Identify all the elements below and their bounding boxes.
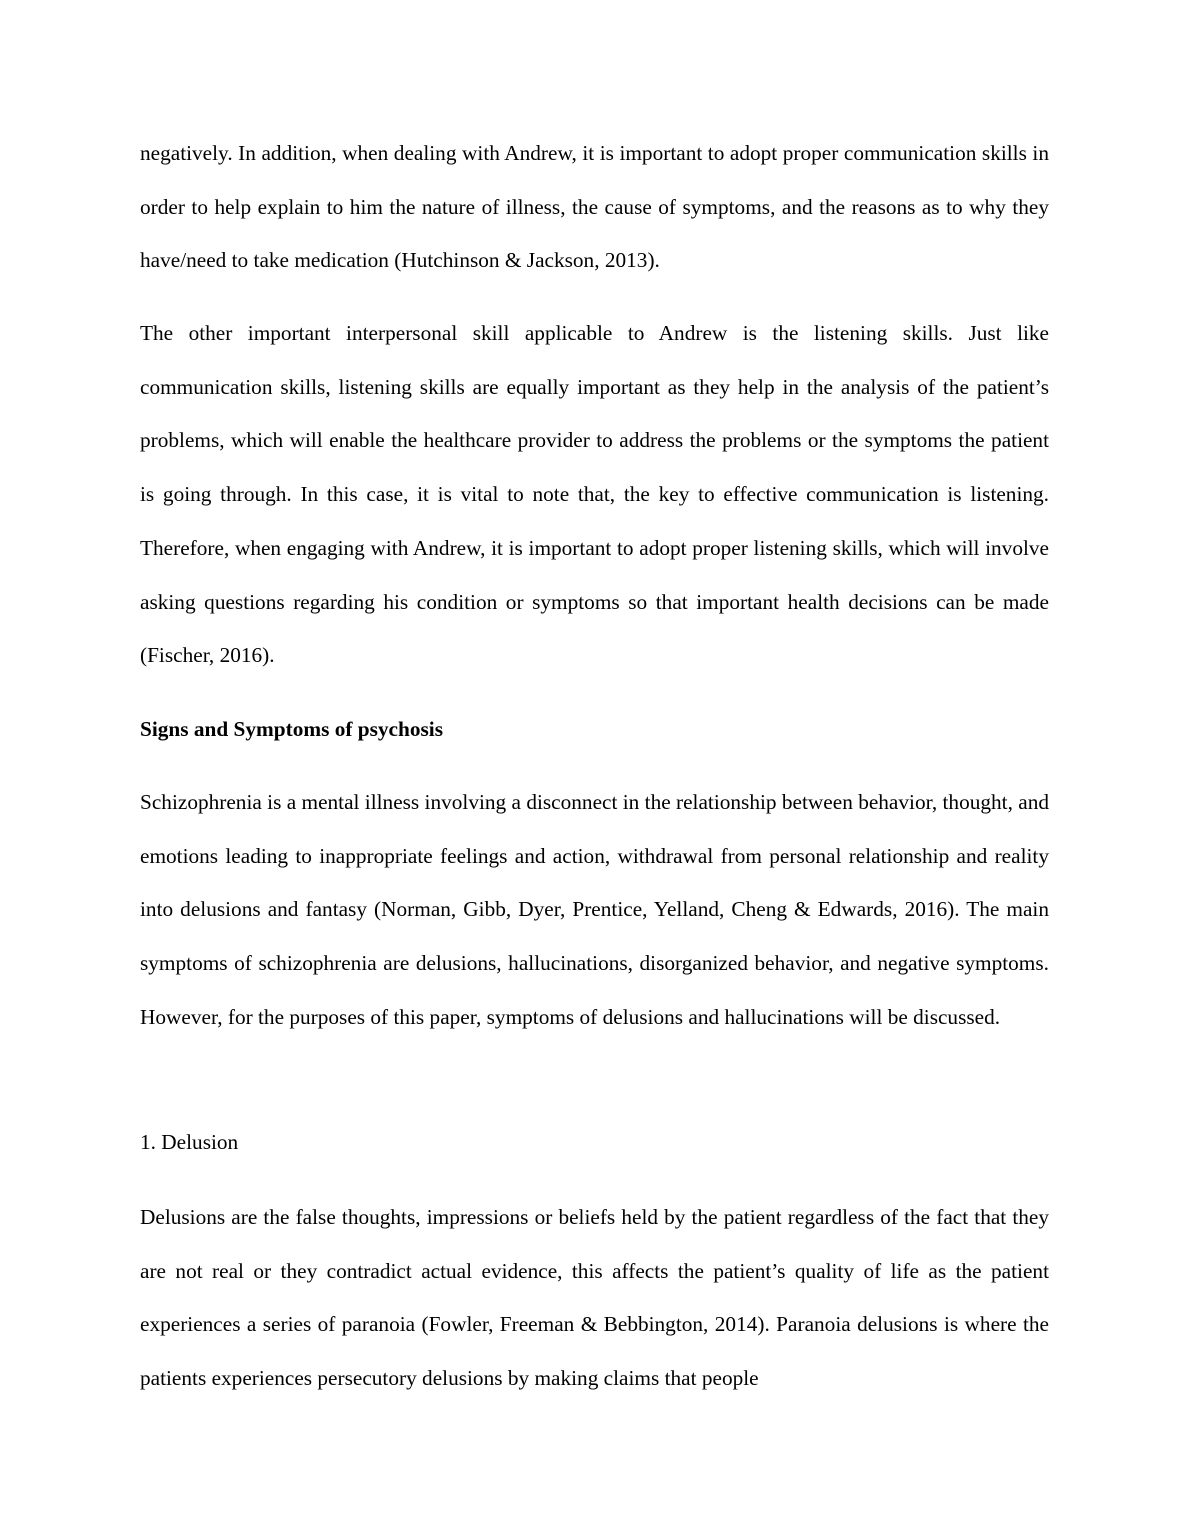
- paragraph-delusions: Delusions are the false thoughts, impressions or beliefs held by the patient regardless of the fact that they are not real or they contradict actual evidence, this affects the patient’s quality of life as the patient experiences a series of paranoia (Fowler, Freeman & Bebbington, 2014). Paranoia delusions is where the patients experiences persecutory delusions by making claims that people: [140, 1205, 1049, 1391]
- section-heading: Signs and Symptoms of psychosis: [140, 717, 443, 741]
- subsection-heading: 1. Delusion: [140, 1130, 239, 1154]
- paragraph-listening-skills: The other important interpersonal skill applicable to Andrew is the listening skills. Just like communication skills, listening skills are equally important as they help in the analysis of the patient’s problems, which will enable the healthcare provider to address the problems or the symptoms the patient is going through. In this case, it is vital to note that, the key to effective communication is listening. Therefore, when engaging with Andrew, it is important to adopt proper listening skills, which will involve asking questions regarding his condition or symptoms so that important health decisions can be made (Fischer, 2016).: [140, 321, 1049, 668]
- paragraph-communication-skills: negatively. In addition, when dealing with Andrew, it is important to adopt proper communication skills in order to help explain to him the nature of illness, the cause of symptoms, and the reasons as to why they have/need to take medication (Hutchinson & Jackson, 2013).: [140, 141, 1049, 273]
- paragraph-schizophrenia: Schizophrenia is a mental illness involving a disconnect in the relationship between behavior, thought, and emotions leading to inappropriate feelings and action, withdrawal from personal relationship and reality into delusions and fantasy (Norman, Gibb, Dyer, Prentice, Yelland, Cheng & Edwards, 2016). The main symptoms of schizophrenia are delusions, hallucinations, disorganized behavior, and negative symptoms. However, for the purposes of this paper, symptoms of delusions and hallucinations will be discussed.: [140, 790, 1049, 1029]
